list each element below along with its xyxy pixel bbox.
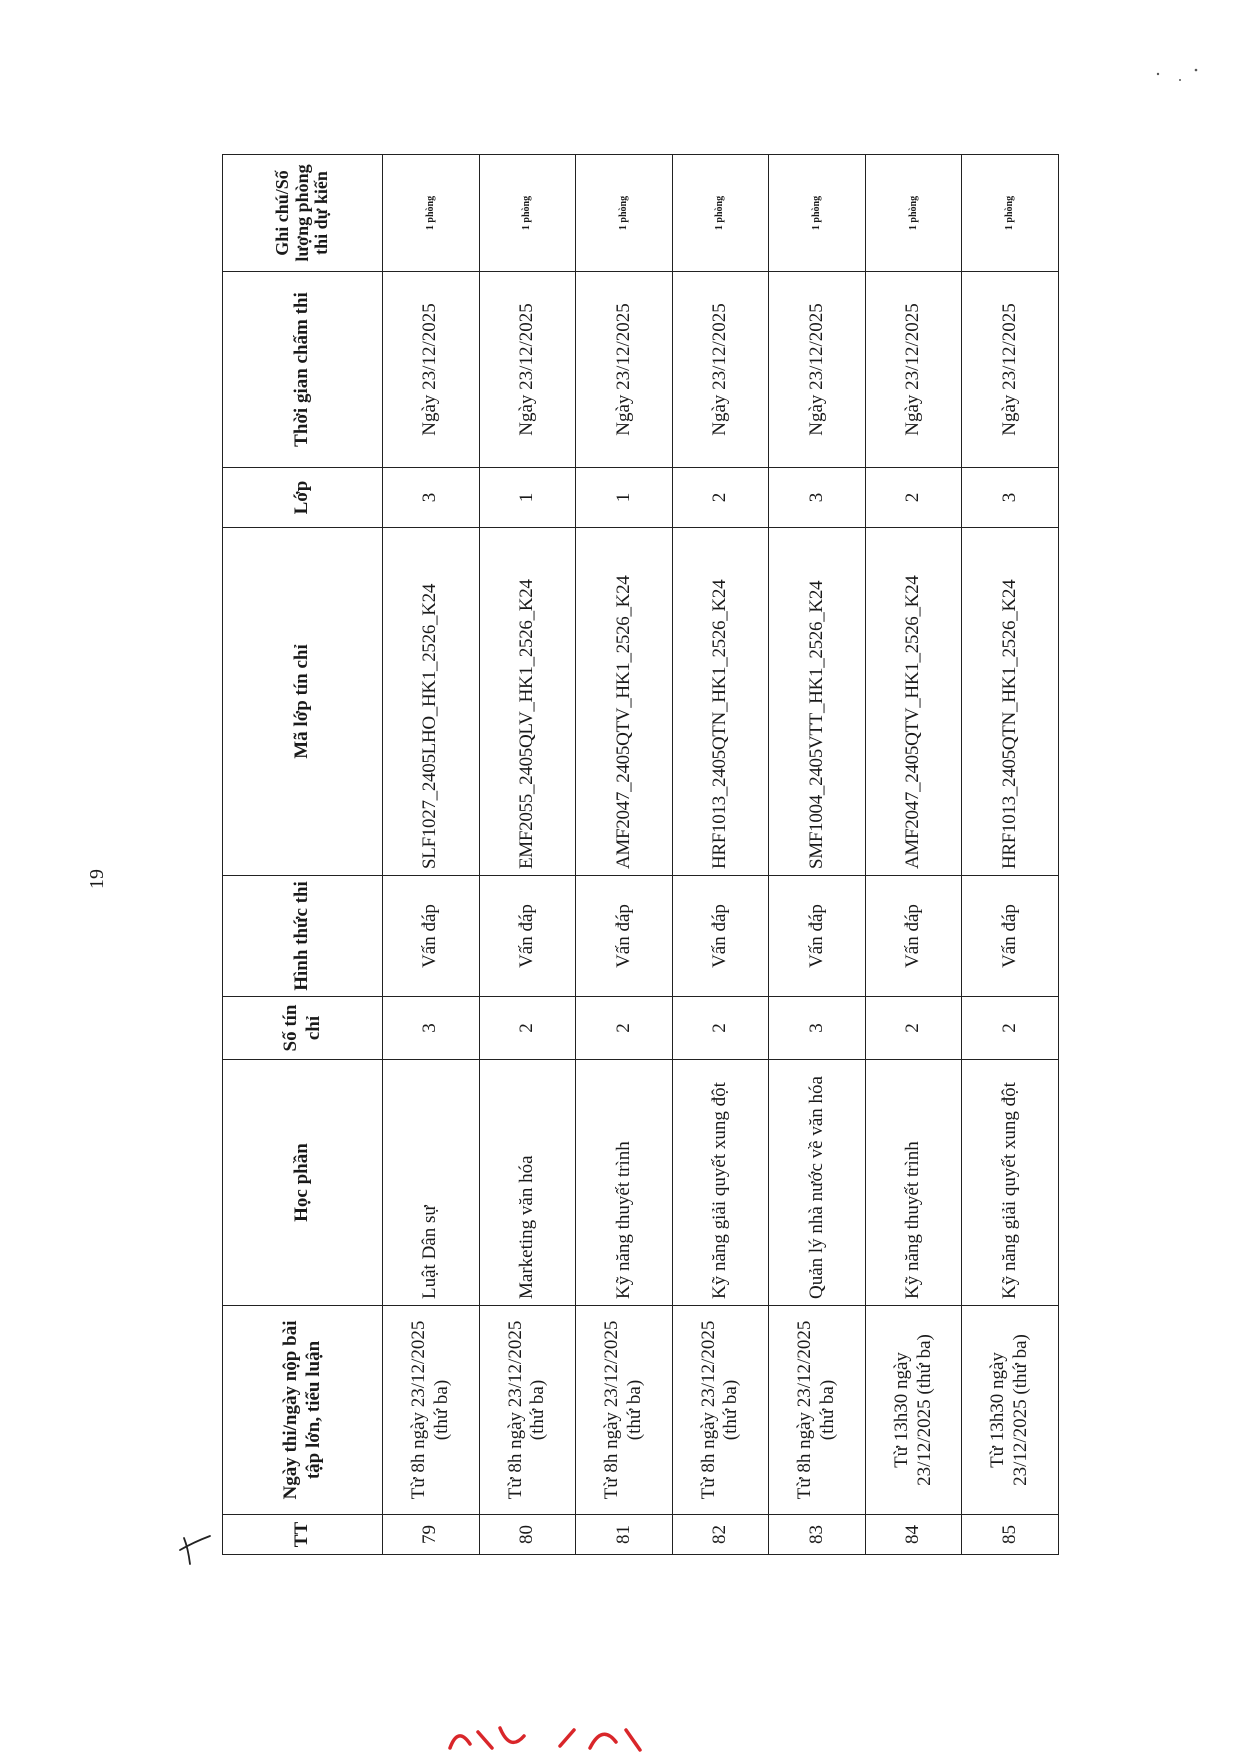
cell-credits: 2 <box>479 997 576 1060</box>
red-stamp-fragment <box>440 1718 660 1755</box>
handwritten-check-mark <box>176 1530 216 1570</box>
header-group: Lớp <box>223 468 383 528</box>
cell-note: 1 phòng <box>962 155 1059 272</box>
cell-grading-time: Ngày 23/12/2025 <box>383 272 480 468</box>
header-date: Ngày thi/ngày nộp bài tập lớn, tiểu luận <box>223 1306 383 1515</box>
cell-credits: 3 <box>769 997 866 1060</box>
exam-schedule-table <box>222 154 1059 1555</box>
cell-tt: 83 <box>769 1515 866 1555</box>
cell-note: 1 phòng <box>479 155 576 272</box>
cell-form: Vấn đáp <box>576 876 673 997</box>
cell-form: Vấn đáp <box>865 876 962 997</box>
cell-note: 1 phòng <box>672 155 769 272</box>
cell-form: Vấn đáp <box>383 876 480 997</box>
cell-credits: 2 <box>962 997 1059 1060</box>
cell-credits: 3 <box>383 997 480 1060</box>
header-grading-time: Thời gian chấm thi <box>223 272 383 468</box>
cell-date: Từ 8h ngày 23/12/2025 (thứ ba) <box>479 1306 576 1515</box>
cell-group: 2 <box>865 468 962 528</box>
cell-course: Kỹ năng thuyết trình <box>576 1060 673 1306</box>
cell-credits: 2 <box>672 997 769 1060</box>
table-row <box>479 155 576 1555</box>
cell-date: Từ 8h ngày 23/12/2025 (thứ ba) <box>672 1306 769 1515</box>
header-note: Ghi chú/Số lượng phòng thi dự kiến <box>223 155 383 272</box>
cell-course: Quản lý nhà nước về văn hóa <box>769 1060 866 1306</box>
header-tt: TT <box>223 1515 383 1555</box>
cell-class-code: AMF2047_2405QTV_HK1_2526_K24 <box>576 528 673 876</box>
cell-date: Từ 13h30 ngày 23/12/2025 (thứ ba) <box>865 1306 962 1515</box>
header-form: Hình thức thi <box>223 876 383 997</box>
cell-course: Kỹ năng giải quyết xung đột <box>962 1060 1059 1306</box>
cell-date: Từ 13h30 ngày 23/12/2025 (thứ ba) <box>962 1306 1059 1515</box>
cell-tt: 84 <box>865 1515 962 1555</box>
cell-grading-time: Ngày 23/12/2025 <box>962 272 1059 468</box>
cell-date: Từ 8h ngày 23/12/2025 (thứ ba) <box>769 1306 866 1515</box>
cell-group: 1 <box>576 468 673 528</box>
cell-grading-time: Ngày 23/12/2025 <box>672 272 769 468</box>
cell-form: Vấn đáp <box>962 876 1059 997</box>
header-credits: Số tín chỉ <box>223 997 383 1060</box>
cell-form: Vấn đáp <box>672 876 769 997</box>
table-row <box>865 155 962 1555</box>
cell-grading-time: Ngày 23/12/2025 <box>479 272 576 468</box>
cell-grading-time: Ngày 23/12/2025 <box>865 272 962 468</box>
cell-course: Kỹ năng giải quyết xung đột <box>672 1060 769 1306</box>
cell-note: 1 phòng <box>383 155 480 272</box>
cell-course: Marketing văn hóa <box>479 1060 576 1306</box>
cell-class-code: SLF1027_2405LHO_HK1_2526_K24 <box>383 528 480 876</box>
cell-credits: 2 <box>865 997 962 1060</box>
cell-class-code: HRF1013_2405QTN_HK1_2526_K24 <box>672 528 769 876</box>
cell-group: 3 <box>383 468 480 528</box>
scan-specks <box>1150 60 1210 90</box>
cell-group: 3 <box>769 468 866 528</box>
cell-note: 1 phòng <box>576 155 673 272</box>
cell-group: 3 <box>962 468 1059 528</box>
cell-form: Vấn đáp <box>479 876 576 997</box>
cell-tt: 85 <box>962 1515 1059 1555</box>
cell-grading-time: Ngày 23/12/2025 <box>576 272 673 468</box>
table-row <box>672 155 769 1555</box>
cell-tt: 79 <box>383 1515 480 1555</box>
cell-group: 2 <box>672 468 769 528</box>
cell-form: Vấn đáp <box>769 876 866 997</box>
cell-grading-time: Ngày 23/12/2025 <box>769 272 866 468</box>
table-row <box>576 155 673 1555</box>
cell-class-code: EMF2055_2405QLV_HK1_2526_K24 <box>479 528 576 876</box>
page-number: 19 <box>86 869 108 889</box>
cell-tt: 82 <box>672 1515 769 1555</box>
header-course: Học phần <box>223 1060 383 1306</box>
cell-course: Kỹ năng thuyết trình <box>865 1060 962 1306</box>
exam-schedule-sheet <box>222 155 1059 1555</box>
cell-class-code: SMF1004_2405VTT_HK1_2526_K24 <box>769 528 866 876</box>
table-row <box>962 155 1059 1555</box>
header-class-code: Mã lớp tín chỉ <box>223 528 383 876</box>
cell-course: Luật Dân sự <box>383 1060 480 1306</box>
cell-date: Từ 8h ngày 23/12/2025 (thứ ba) <box>383 1306 480 1515</box>
header-row <box>223 155 383 1555</box>
table-row <box>383 155 480 1555</box>
cell-tt: 80 <box>479 1515 576 1555</box>
cell-credits: 2 <box>576 997 673 1060</box>
cell-date: Từ 8h ngày 23/12/2025 (thứ ba) <box>576 1306 673 1515</box>
cell-note: 1 phòng <box>769 155 866 272</box>
cell-tt: 81 <box>576 1515 673 1555</box>
table-row <box>769 155 866 1555</box>
cell-class-code: HRF1013_2405QTN_HK1_2526_K24 <box>962 528 1059 876</box>
cell-group: 1 <box>479 468 576 528</box>
cell-class-code: AMF2047_2405QTV_HK1_2526_K24 <box>865 528 962 876</box>
cell-note: 1 phòng <box>865 155 962 272</box>
